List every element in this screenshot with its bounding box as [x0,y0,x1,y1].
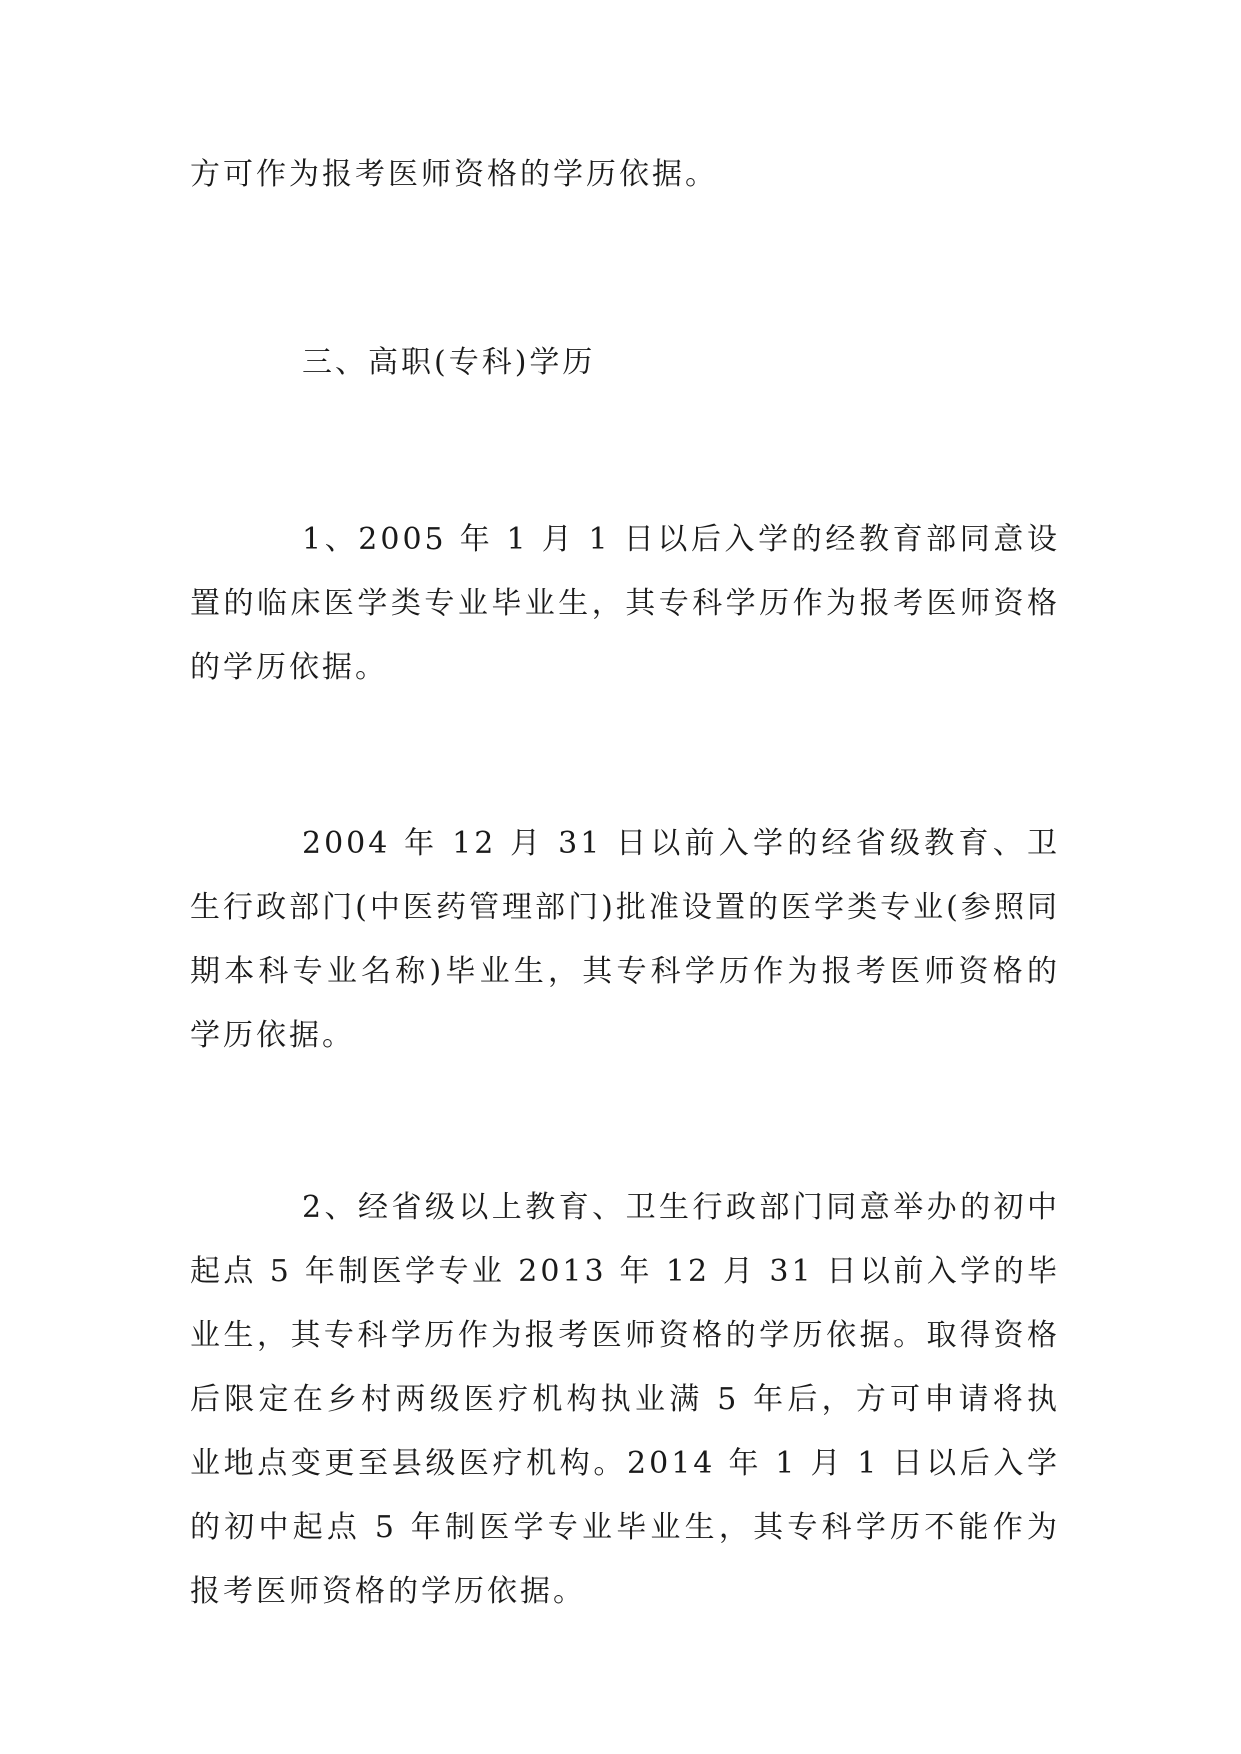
paragraph-2: 2004 年 12 月 31 日以前入学的经省级教育、卫生行政部门(中医药管理部门)批准设置的医学类专业(参照同期本科专业名称)毕业生，其专科学历作为报考医师资格的学历依据。 [190,826,1060,1053]
paragraph-1: 1、2005 年 1 月 1 日以后入学的经教育部同意设置的临床医学类专业毕业生，其专科学历作为报考医师资格的学历依据。 [190,522,1060,685]
paragraph-3: 2、经省级以上教育、卫生行政部门同意举办的初中起点 5 年制医学专业 2013 年 12 月 31 日以前入学的毕业生，其专科学历作为报考医师资格的学历依据。取得资格后限定在乡村两级医疗机构执业满 5 年后，方可申请将执业地点变更至县级医疗机构。2014 年 1 月 1 日以后入学的初中起点 5 年制医学专业毕业生，其专科学历不能作为报考医师资格的学历依据。 [190,1190,1060,1609]
carryover-paragraph: 方可作为报考医师资格的学历依据。 [190,157,718,192]
section-heading: 三、高职(专科)学历 [302,345,596,380]
